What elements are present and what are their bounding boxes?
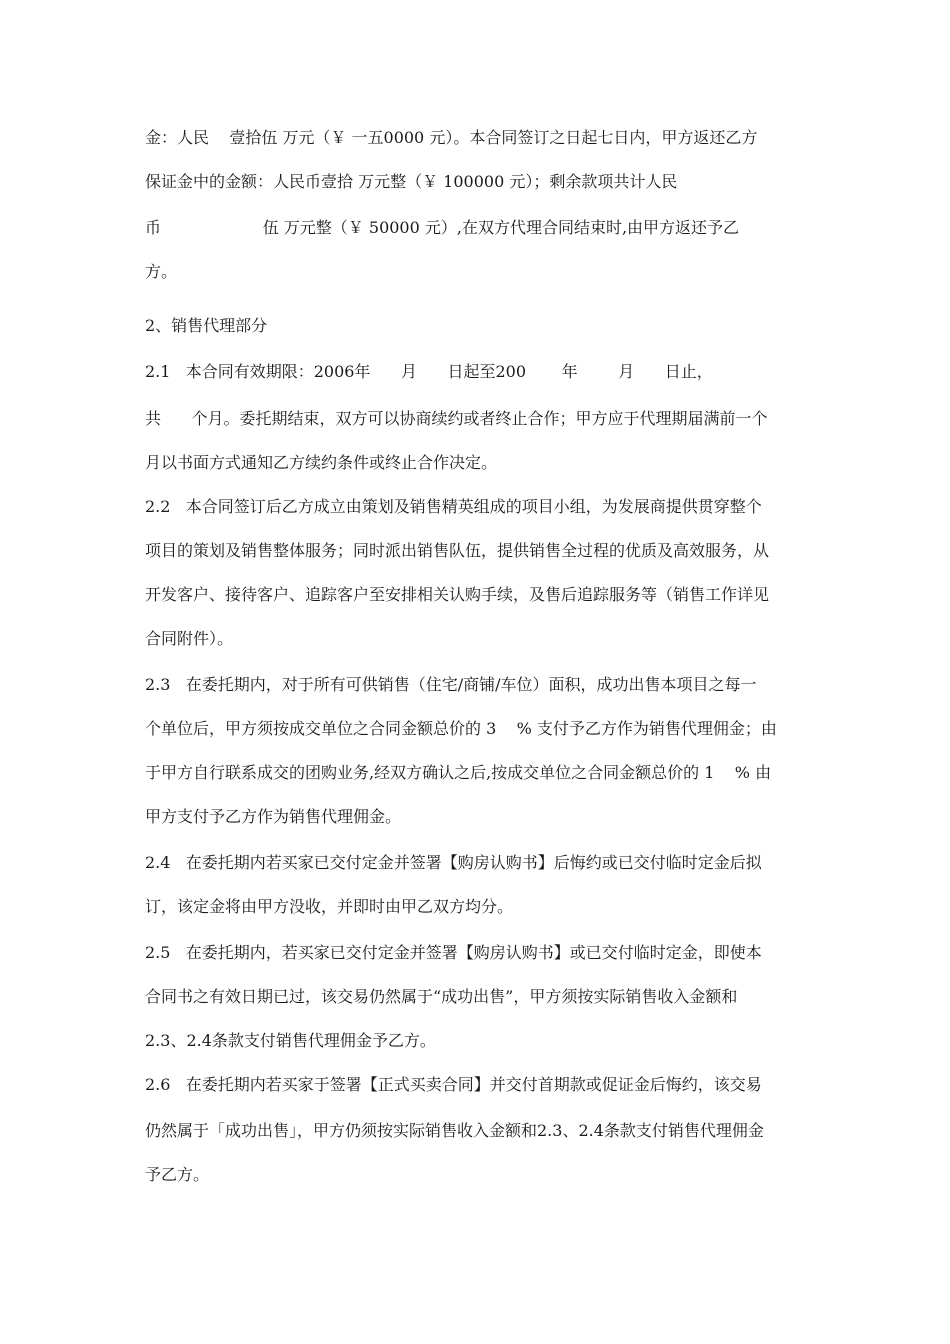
text-line: 于甲方自行联系成交的团购业务,经双方确认之后,按成交单位之合同金额总价的 1 % 由 <box>145 763 772 782</box>
text-line: 甲方支付予乙方作为销售代理佣金。 <box>145 807 402 826</box>
text-line: 合同书之有效日期已过，该交易仍然属于“成功出售”，甲方须按实际销售收入金额和 <box>145 987 738 1006</box>
text-line: 月以书面方式通知乙方续约条件或终止合作决定。 <box>145 453 498 472</box>
text-line: 2.3、2.4条款支付销售代理佣金予乙方。 <box>145 1031 436 1050</box>
clause-2-2-line: 2.2 本合同签订后乙方成立由策划及销售精英组成的项目小组，为发展商提供贯穿整个 <box>145 497 762 516</box>
clause-2-3-line: 2.3 在委托期内，对于所有可供销售（住宅/商铺/车位）面积，成功出售本项目之每一 <box>145 675 757 694</box>
text-line: 币 伍 万元整（￥ 50000 元）,在双方代理合同结束时,由甲方返还予乙 <box>145 218 740 237</box>
text-line: 保证金中的金额：人民币壹拾 万元整（￥ 100000 元）；剩余款项共计人民 <box>145 172 678 191</box>
text-line: 开发客户、接待客户、追踪客户至安排相关认购手续，及售后追踪服务等（销售工作详见 <box>145 585 770 604</box>
text-line: 金：人民 壹拾伍 万元（￥ 一五0000 元）。本合同签订之日起七日内，甲方返还乙方 <box>145 128 758 147</box>
text-line: 予乙方。 <box>145 1165 210 1184</box>
clause-2-5-line: 2.5 在委托期内，若买家已交付定金并签署【购房认购书】或已交付临时定金，即使本 <box>145 943 762 962</box>
clause-2-4-line: 2.4 在委托期内若买家已交付定金并签署【购房认购书】后悔约或已交付临时定金后拟 <box>145 853 762 872</box>
clause-2-1-line: 2.1 本合同有效期限：2006年 月 日起至200 年 月 日止， <box>145 362 713 381</box>
text-line: 方。 <box>145 262 178 281</box>
text-line: 合同附件）。 <box>145 629 234 648</box>
clause-2-6-line: 2.6 在委托期内若买家于签署【正式买卖合同】并交付首期款或促证金后悔约，该交易 <box>145 1075 762 1094</box>
text-line: 共 个月。委托期结束，双方可以协商续约或者终止合作；甲方应于代理期届满前一个 <box>145 409 768 428</box>
text-line: 仍然属于「成功出售」，甲方仍须按实际销售收入金额和2.3、2.4条款支付销售代理佣金 <box>145 1121 764 1140</box>
section-heading: 2、销售代理部分 <box>145 316 268 335</box>
text-line: 订，该定金将由甲方没收，并即时由甲乙双方均分。 <box>145 897 514 916</box>
text-line: 项目的策划及销售整体服务；同时派出销售队伍，提供销售全过程的优质及高效服务，从 <box>145 541 770 560</box>
text-line: 个单位后，甲方须按成交单位之合同金额总价的 3 % 支付予乙方作为销售代理佣金；由 <box>145 719 777 738</box>
